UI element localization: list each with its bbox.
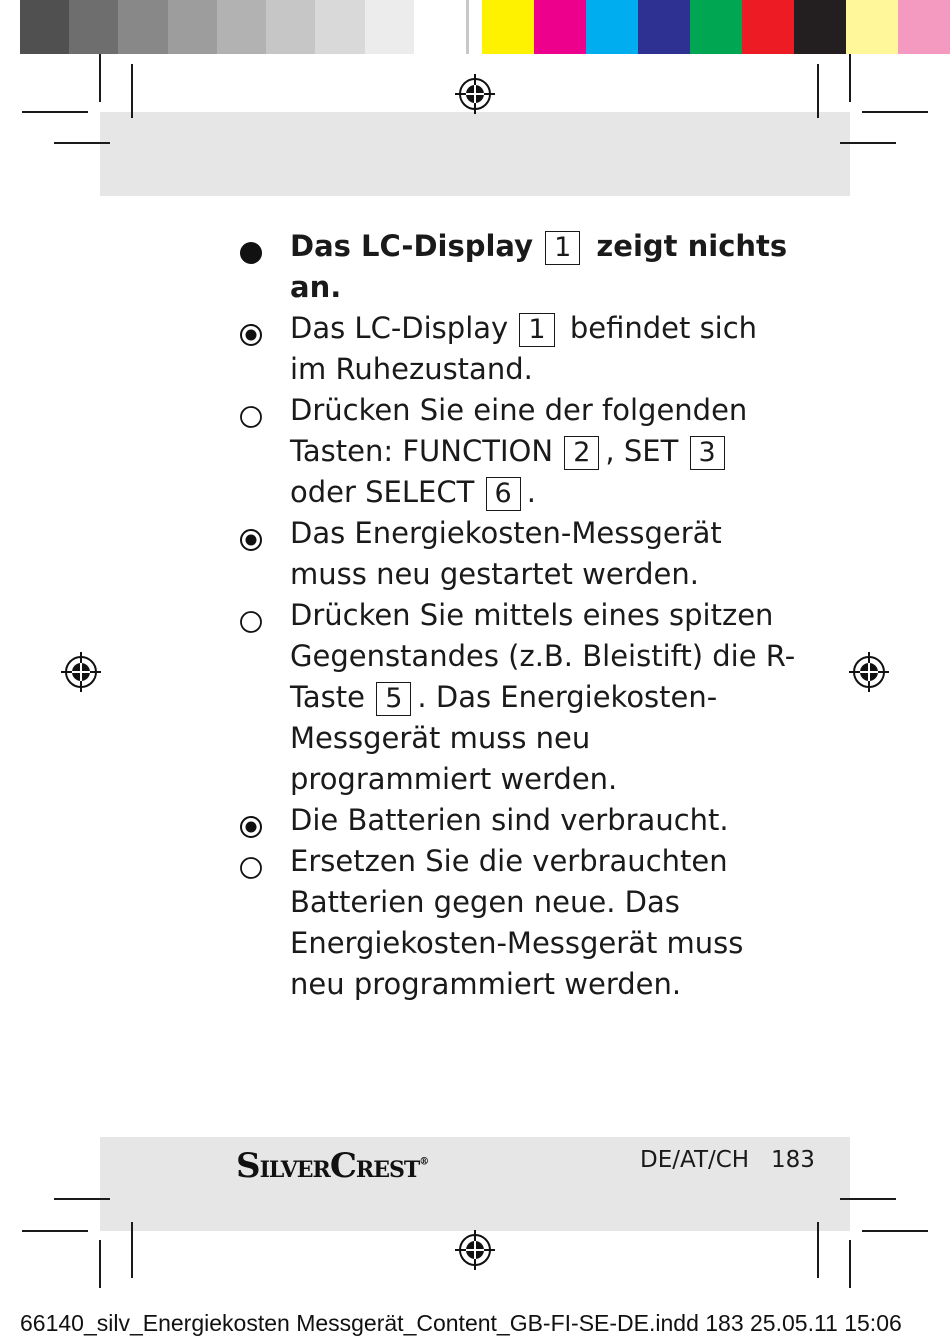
- remedy-circle-icon: [239, 399, 263, 423]
- cause-marker-icon: [239, 809, 263, 833]
- print-slug: 66140_silv_Energiekosten Messgerät_Content_GB-FI-SE-DE.indd 183 25.05.11 15:06: [20, 1310, 902, 1336]
- item-text: zeigt nichts an.: [290, 229, 788, 304]
- crop-mark: [849, 1240, 851, 1288]
- crop-mark: [131, 64, 133, 118]
- crop-mark: [840, 1198, 896, 1200]
- part-number-box: 6: [486, 477, 521, 511]
- list-item: [238, 226, 798, 308]
- troubleshooting-list: [238, 226, 798, 1005]
- color-swatch: [168, 0, 217, 54]
- page-number: 183: [771, 1147, 815, 1173]
- page-footer: [640, 1147, 815, 1173]
- bullet-dot-icon: [239, 235, 263, 259]
- registration-mark-icon: [453, 1228, 497, 1272]
- item-text: Ersetzen Sie die verbrauchten Batterien gegen neue. Das Energiekosten-Messgerät muss neu programmiert werden.: [290, 844, 744, 1001]
- color-swatch: [266, 0, 315, 54]
- locale-label: DE/AT/CH: [640, 1147, 750, 1173]
- color-swatch: [690, 0, 742, 54]
- list-item: [238, 513, 798, 595]
- color-swatch: [586, 0, 638, 54]
- color-swatch: [534, 0, 586, 54]
- color-swatch: [118, 0, 167, 54]
- part-number-box: 1: [545, 231, 580, 265]
- item-text: befindet sich im Ruhezustand.: [290, 311, 758, 386]
- color-swatch: [217, 0, 266, 54]
- part-number-box: 1: [519, 313, 554, 347]
- part-number-box: 2: [564, 436, 599, 470]
- color-swatch: [365, 0, 414, 54]
- item-text: Drücken Sie eine der folgenden Tasten: FUNCTION: [290, 393, 748, 468]
- part-number-box: 5: [376, 682, 411, 716]
- color-swatch: [846, 0, 898, 54]
- remedy-circle-icon: [239, 850, 263, 874]
- crop-mark: [862, 111, 928, 113]
- item-text: . Das Energiekosten-Messgerät muss neu programmiert werden.: [290, 680, 718, 796]
- color-swatch: [69, 0, 118, 54]
- crop-mark: [54, 142, 110, 144]
- cause-marker-icon: [239, 522, 263, 546]
- brand-logo: SILVERCREST®: [236, 1146, 429, 1186]
- crop-mark: [22, 1230, 88, 1232]
- crop-mark: [817, 64, 819, 118]
- item-text: oder SELECT: [290, 475, 484, 509]
- list-item: [238, 595, 798, 800]
- crop-mark: [54, 1198, 110, 1200]
- crop-mark: [862, 1230, 928, 1232]
- color-swatch: [898, 0, 950, 54]
- crop-mark: [22, 111, 88, 113]
- list-item: [238, 390, 798, 513]
- list-item: [238, 308, 798, 390]
- list-item: [238, 841, 798, 1005]
- color-swatch: [742, 0, 794, 54]
- color-swatch: [20, 0, 69, 54]
- color-swatch: [638, 0, 690, 54]
- item-text: , SET: [605, 434, 688, 468]
- item-text: Drücken Sie mittels eines spitzen Gegenstandes (z.B. Bleistift) die R-Taste: [290, 598, 796, 714]
- header-band: [100, 112, 850, 196]
- item-text: .: [526, 475, 536, 509]
- grey-scale-bar: [20, 0, 469, 54]
- item-text: Das Energiekosten-Messgerät muss neu gestartet werden.: [290, 516, 722, 591]
- crop-mark: [99, 1240, 101, 1288]
- color-swatch: [482, 0, 534, 54]
- crop-mark: [817, 1222, 819, 1278]
- list-item: [238, 800, 798, 841]
- crop-mark: [99, 54, 101, 102]
- color-swatch: [315, 0, 364, 54]
- color-swatch: [414, 0, 463, 54]
- registration-mark-icon: [59, 650, 103, 694]
- cause-marker-icon: [239, 317, 263, 341]
- color-swatch: [794, 0, 846, 54]
- part-number-box: 3: [690, 436, 725, 470]
- registration-mark-icon: [453, 72, 497, 116]
- registration-mark-icon: [847, 650, 891, 694]
- remedy-circle-icon: [239, 604, 263, 628]
- crop-mark: [131, 1222, 133, 1278]
- item-text: Das LC-Display: [290, 229, 544, 263]
- item-text: Das LC-Display: [290, 311, 518, 345]
- crop-mark: [849, 54, 851, 102]
- item-text: Die Batterien sind verbraucht.: [290, 803, 729, 837]
- color-bar: [482, 0, 950, 54]
- crop-mark: [840, 142, 896, 144]
